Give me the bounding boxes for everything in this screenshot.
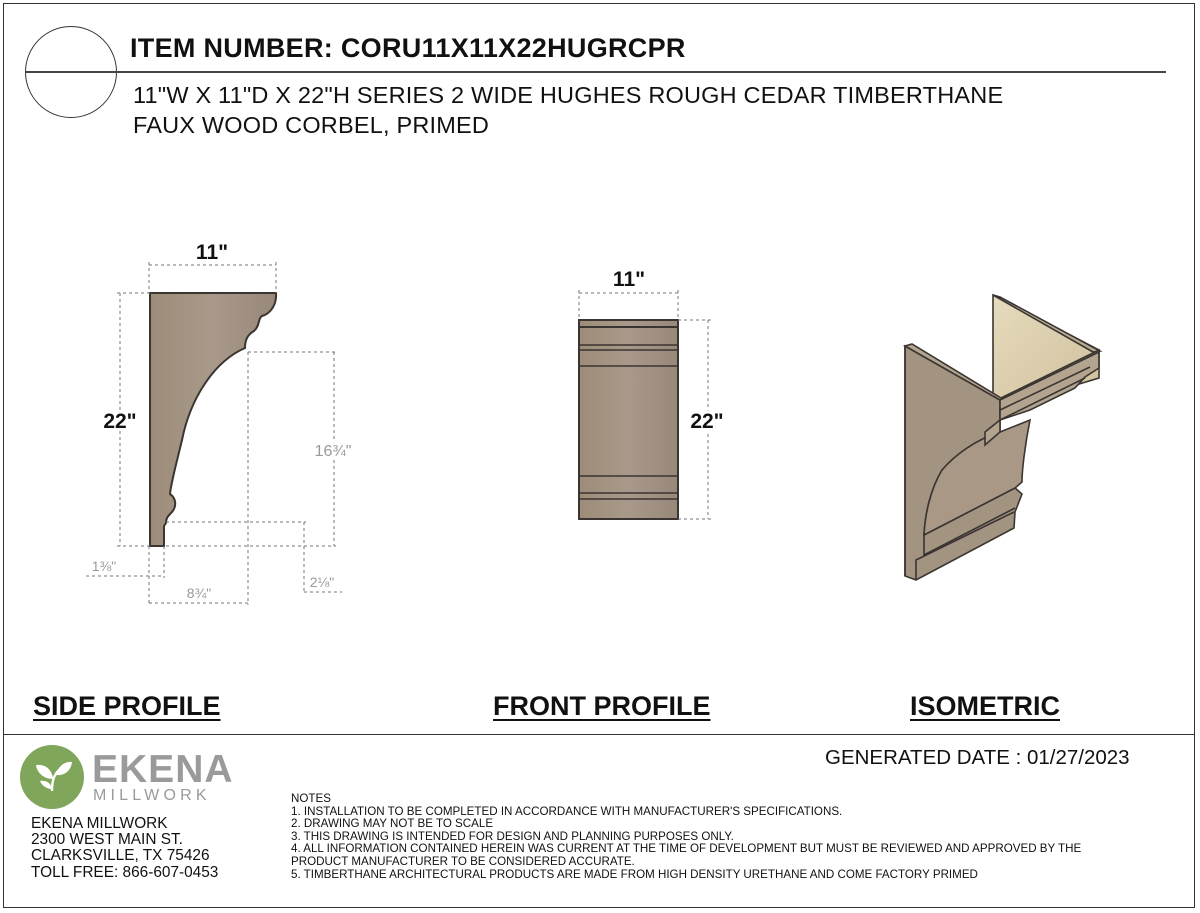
side-profile-drawing <box>86 241 351 605</box>
notes-line: 5. TIMBERTHANE ARCHITECTURAL PRODUCTS ARE MADE FROM HIGH DENSITY URETHANE AND COME FACTORY PRIMED <box>291 867 978 881</box>
address-line: TOLL FREE: 866-607-0453 <box>31 863 219 881</box>
brand-subtitle: MILLWORK <box>93 787 211 804</box>
side-dim-bottom-rise: 2⅛" <box>309 574 335 590</box>
side-profile-label: SIDE PROFILE <box>33 691 221 721</box>
brand-name: EKENA <box>92 748 234 791</box>
notes-line: 4. ALL INFORMATION CONTAINED HEREIN WAS CURRENT AT THE TIME OF DEVELOPMENT BUT MUST BE REVIEWED AND APPROVED BY THE <box>291 842 1082 856</box>
side-profile-shape <box>150 293 276 546</box>
side-dim-base-offset: 1⅜" <box>91 558 117 574</box>
front-profile-drawing <box>579 268 724 519</box>
notes-line: PRODUCT MANUFACTURER TO BE CONSIDERED ACCURATE. <box>291 854 635 868</box>
side-dim-base-depth: 8¾" <box>186 585 212 601</box>
notes-line: NOTES <box>291 792 331 805</box>
side-dim-inner-height: 16¾" <box>314 443 352 460</box>
notes-block <box>291 793 1081 881</box>
description-line-2: FAUX WOOD CORBEL, PRIMED <box>133 112 490 138</box>
side-dim-height: 22" <box>103 410 137 433</box>
company-address <box>31 816 218 881</box>
footer-rule <box>3 734 1195 735</box>
address-line: EKENA MILLWORK <box>31 815 168 832</box>
front-profile-label: FRONT PROFILE <box>493 691 711 721</box>
side-dim-width: 11" <box>195 241 229 264</box>
isometric-label: ISOMETRIC <box>910 691 1061 721</box>
notes-line: 2. DRAWING MAY NOT BE TO SCALE <box>291 817 494 831</box>
front-dim-width: 11" <box>612 268 646 291</box>
notes-line: 3. THIS DRAWING IS INTENDED FOR DESIGN AND PLANNING PURPOSES ONLY. <box>291 829 734 843</box>
address-line: 2300 WEST MAIN ST. <box>31 831 183 849</box>
generated-date: GENERATED DATE : 01/27/2023 <box>825 746 1130 769</box>
ekena-leaf-logo-icon <box>20 745 84 809</box>
isometric-drawing <box>905 295 1100 580</box>
description-line-1: 11"W X 11"D X 22"H SERIES 2 WIDE HUGHES ROUGH CEDAR TIMBERTHANE <box>133 82 1004 108</box>
address-line: CLARKSVILLE, TX 75426 <box>31 847 210 865</box>
item-number: ITEM NUMBER: CORU11X11X22HUGRCPR <box>130 33 686 63</box>
notes-line: 1. INSTALLATION TO BE COMPLETED IN ACCORDANCE WITH MANUFACTURER'S SPECIFICATIONS. <box>291 804 843 818</box>
front-dim-height: 22" <box>690 410 724 433</box>
